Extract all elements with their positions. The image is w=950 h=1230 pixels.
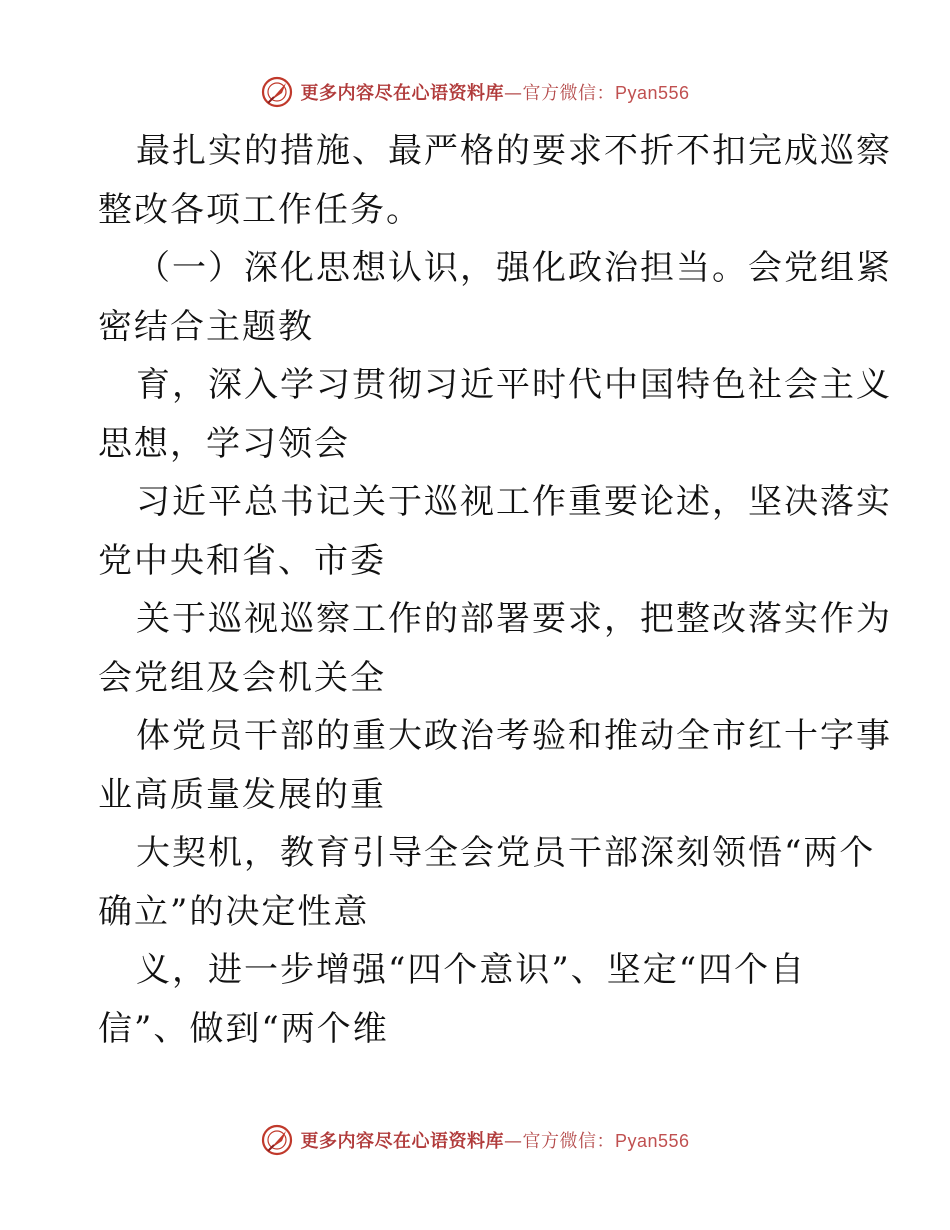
- watermark-text: [300, 79, 689, 105]
- text-line: 关于巡视巡察工作的部署要求，把整改落实作为: [136, 599, 892, 639]
- quill-seal-icon: [260, 1123, 294, 1157]
- text-line: 信”、做到“两个维: [98, 1008, 389, 1049]
- watermark-contact-id: Pyan556: [614, 1131, 690, 1151]
- watermark-text: [300, 1127, 689, 1153]
- document-body: [98, 122, 892, 1058]
- text-line: 义，进一步增强“四个意识”、坚定“四个自: [136, 950, 807, 990]
- text-line: 整改各项工作任务。: [98, 189, 422, 230]
- text-line: 最扎实的措施、最严格的要求不折不扣完成巡察: [136, 131, 892, 171]
- watermark-contact-label: 官方微信：: [522, 83, 615, 104]
- watermark-contact-id: Pyan556: [614, 83, 690, 103]
- text-line: 会党组及会机关全: [98, 657, 386, 698]
- text-line: 确立”的决定性意: [98, 891, 370, 932]
- header-watermark-banner: [0, 72, 950, 112]
- text-line: 体党员干部的重大政治考验和推动全市红十字事: [136, 716, 892, 756]
- watermark-dash: —: [503, 83, 523, 104]
- text-line: 党中央和省、市委: [98, 540, 386, 581]
- watermark-brand: 更多内容尽在心语资料库: [300, 1131, 504, 1152]
- watermark-contact-label: 官方微信：: [522, 1131, 615, 1152]
- watermark-brand: 更多内容尽在心语资料库: [300, 83, 504, 104]
- text-line: 思想，学习领会: [98, 423, 350, 464]
- quill-seal-icon: [260, 75, 294, 109]
- text-line: （一）深化思想认识，强化政治担当。会党组紧: [136, 248, 892, 288]
- footer-watermark-banner: [0, 1120, 950, 1160]
- text-line: 业高质量发展的重: [98, 774, 386, 815]
- text-line: 育，深入学习贯彻习近平时代中国特色社会主义: [136, 365, 892, 405]
- text-line: 大契机，教育引导全会党员干部深刻领悟“两个: [136, 833, 876, 873]
- text-line: 密结合主题教: [98, 306, 314, 347]
- text-line: 习近平总书记关于巡视工作重要论述，坚决落实: [136, 482, 892, 522]
- watermark-dash: —: [503, 1131, 523, 1152]
